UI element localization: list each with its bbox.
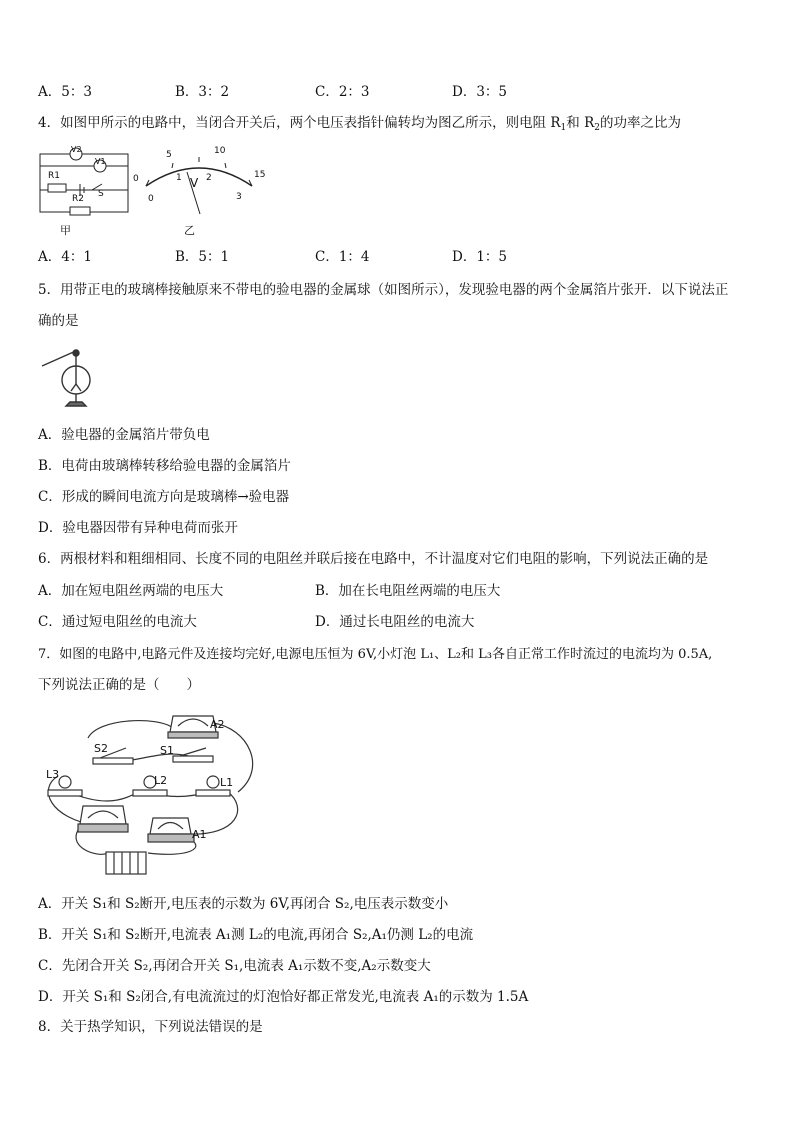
circuit-photo-icon bbox=[38, 708, 270, 878]
q4-meter-figure bbox=[132, 142, 266, 238]
q6-option-d: D．通过长电阻丝的电流大 bbox=[315, 614, 475, 630]
q7-option-d: D．开关 S₁和 S₂闭合,有电流流过的灯泡恰好都正常发光,电流表 A₁的示数为 1.5A bbox=[38, 989, 529, 1005]
q4-option-a: A．4：1 bbox=[38, 249, 92, 265]
q7-stem-line1: 7．如图的电路中,电路元件及连接均完好,电源电压恒为 6V,小灯泡 L₁、L₂和 L₃各自正常工作时流过的电流均为 0.5A, bbox=[38, 647, 713, 662]
q6-option-c: C．通过短电阻丝的电流大 bbox=[38, 614, 197, 630]
q8-stem: 8．关于热学知识，下列说法错误的是 bbox=[38, 1019, 263, 1035]
q4-stem-text: 4．如图甲所示的电路中，当闭合开关后，两个电压表指针偏转均为图乙所示，则电阻 R bbox=[38, 115, 561, 131]
top-scale-5: 5 bbox=[166, 150, 172, 160]
q6-option-b: B．加在长电阻丝两端的电压大 bbox=[315, 583, 501, 599]
l1-label: L1 bbox=[220, 776, 234, 789]
q4-option-d: D．1：5 bbox=[452, 249, 508, 265]
bottom-scale-3: 3 bbox=[236, 192, 242, 202]
meter-unit: V bbox=[190, 176, 199, 190]
q7-option-c: C．先闭合开关 S₂,再闭合开关 S₁,电流表 A₁示数不变,A₂示数变大 bbox=[38, 958, 431, 974]
q5-stem-line1: 5．用带正电的玻璃棒接触原来不带电的验电器的金属球（如图所示），发现验电器的两个金属箔片张开．以下说法正 bbox=[38, 282, 729, 298]
electroscope-figure bbox=[38, 344, 98, 410]
bottom-scale-1: 1 bbox=[176, 173, 182, 183]
q7-option-a: A．开关 S₁和 S₂断开,电压表的示数为 6V,再闭合 S₂,电压表示数变小 bbox=[38, 896, 449, 912]
top-scale-15: 15 bbox=[254, 170, 266, 180]
q7-option-b: B．开关 S₁和 S₂断开,电流表 A₁测 L₂的电流,再闭合 S₂,A₁仍测 L₂的电流 bbox=[38, 927, 474, 943]
r1-label: R1 bbox=[48, 171, 60, 181]
q3-option-c: C．2：3 bbox=[315, 84, 370, 100]
q4-sub2: 2 bbox=[594, 123, 600, 133]
q6-option-a: A．加在短电阻丝两端的电压大 bbox=[38, 583, 224, 599]
v1-label: V1 bbox=[95, 157, 106, 166]
q4-stem-mid: 和 R bbox=[566, 115, 595, 131]
q4-stem-end: 的功率之比为 bbox=[599, 115, 681, 131]
q5-option-c: C．形成的瞬间电流方向是玻璃棒→验电器 bbox=[38, 489, 290, 505]
fig-yi-label: 乙 bbox=[184, 224, 195, 237]
fig-jia-label: 甲 bbox=[60, 224, 71, 237]
top-scale-0: 0 bbox=[133, 174, 139, 184]
a1-label: A1 bbox=[192, 828, 207, 841]
q3-option-d: D．3：5 bbox=[452, 84, 508, 100]
q4-option-c: C．1：4 bbox=[315, 249, 370, 265]
q4-option-b: B．5：1 bbox=[175, 249, 230, 265]
q5-option-a: A．验电器的金属箔片带负电 bbox=[38, 427, 210, 443]
q7-circuit-figure bbox=[38, 708, 270, 878]
l3-label: L3 bbox=[46, 768, 60, 781]
circuit-diagram-icon bbox=[36, 142, 136, 238]
s-label: S bbox=[98, 189, 104, 199]
r2-label: R2 bbox=[72, 194, 84, 204]
q5-option-b: B．电荷由玻璃棒转移给验电器的金属箔片 bbox=[38, 458, 291, 474]
q4-sub1: 1 bbox=[560, 123, 567, 133]
v2-label: V2 bbox=[71, 145, 82, 154]
q5-option-d: D．验电器因带有异种电荷而张开 bbox=[38, 520, 238, 536]
q3-option-b: B．3：2 bbox=[175, 84, 230, 100]
bottom-scale-0: 0 bbox=[148, 194, 154, 204]
top-scale-10: 10 bbox=[214, 146, 226, 156]
bottom-scale-2: 2 bbox=[206, 173, 212, 183]
electroscope-icon bbox=[38, 344, 98, 410]
q5-stem-line2: 确的是 bbox=[38, 313, 79, 329]
a2-label: A2 bbox=[210, 718, 225, 731]
q3-option-a: A．5：3 bbox=[38, 84, 92, 100]
l2-label: L2 bbox=[154, 774, 168, 787]
voltmeter-dial-icon bbox=[132, 142, 266, 238]
q4-stem bbox=[38, 113, 681, 133]
s2-label: S2 bbox=[94, 742, 108, 755]
s1-label: S1 bbox=[160, 744, 174, 757]
q6-stem: 6．两根材料和粗细相同、长度不同的电阻丝并联后接在电路中，不计温度对它们电阻的影响，下列说法正确的是 bbox=[38, 551, 709, 567]
q7-stem-line2: 下列说法正确的是（ ） bbox=[38, 677, 200, 693]
q4-circuit-figure bbox=[36, 142, 136, 238]
